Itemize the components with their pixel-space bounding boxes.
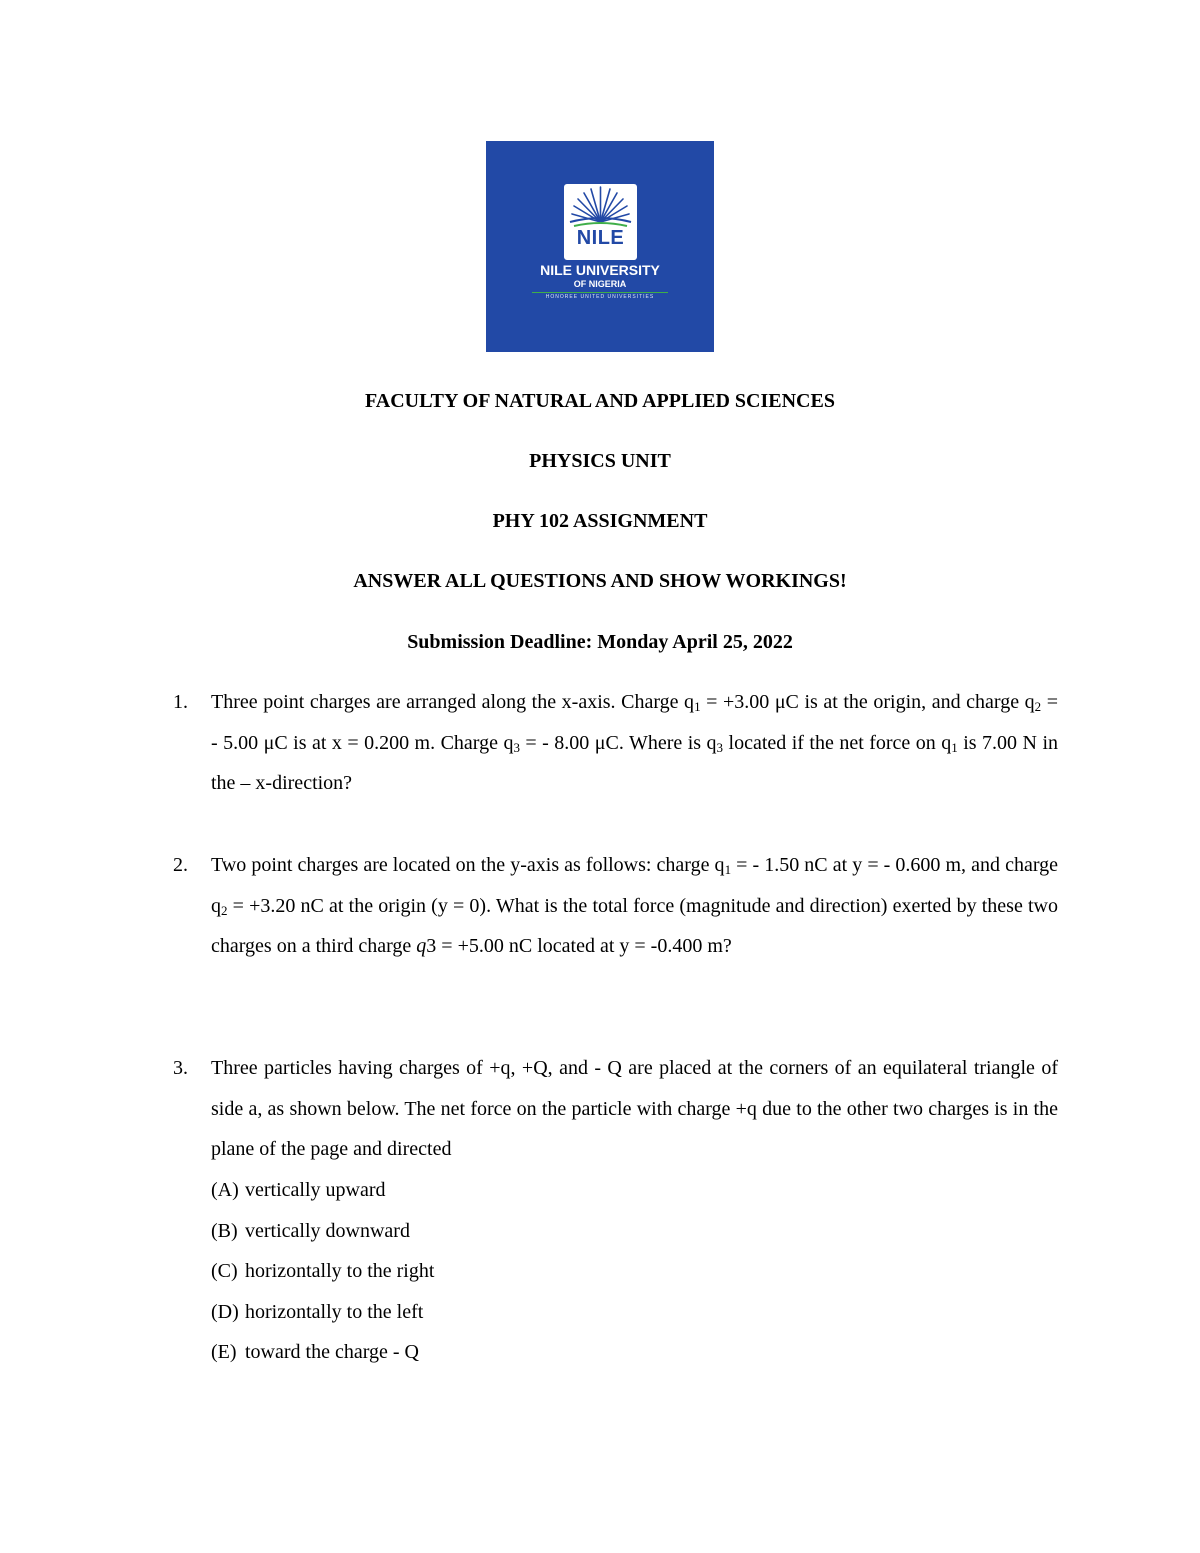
subscript: 2 — [1034, 699, 1042, 714]
option-text: horizontally to the right — [245, 1260, 435, 1282]
nile-university-logo — [486, 141, 714, 352]
sunburst-icon — [564, 184, 637, 228]
course-heading: PHY 102 ASSIGNMENT — [492, 510, 708, 532]
option-e — [211, 1332, 811, 1373]
question-text: = - 5.00 μC is at x = 0.200 m. Charge q — [211, 691, 1058, 754]
option-text: vertically upward — [245, 1179, 386, 1201]
question-2 — [173, 845, 1058, 967]
unit-heading: PHYSICS UNIT — [529, 450, 671, 472]
option-text: horizontally to the left — [245, 1300, 424, 1323]
subscript: 3 — [513, 739, 520, 755]
answer-options — [211, 1170, 811, 1373]
logo-country: OF NIGERIA — [573, 279, 627, 289]
option-d — [211, 1292, 811, 1333]
question-text: = - 1.50 nC at y = - 0.600 m, and charge q — [211, 854, 1058, 917]
subscript: 1 — [724, 862, 732, 877]
question-text: is 7.00 N in the – x-direction? — [211, 731, 1058, 794]
question-text: Two point charges are located on the y-axis as follows: charge q — [211, 854, 725, 876]
option-letter: (A) — [211, 1179, 239, 1201]
logo-divider — [532, 292, 668, 293]
question-3 — [173, 1048, 1058, 1170]
question-text: Three point charges are arranged along the x-axis. Charge q — [211, 691, 695, 713]
question-1 — [173, 682, 1058, 804]
option-text: vertically downward — [245, 1219, 410, 1242]
question-number: 1. — [173, 691, 188, 713]
faculty-heading: FACULTY OF NATURAL AND APPLIED SCIENCES — [365, 390, 835, 412]
option-letter: (C) — [211, 1260, 238, 1282]
option-letter: (B) — [211, 1219, 238, 1242]
subscript: 2 — [221, 902, 228, 918]
option-text: toward the charge - Q — [245, 1341, 420, 1363]
question-text: 3 = +5.00 nC located at y = -0.400 m? — [426, 935, 732, 957]
question-text: located if the net force on q — [723, 731, 952, 754]
question-number: 2. — [173, 854, 188, 876]
deadline-heading: Submission Deadline: Monday April 25, 2022 — [407, 631, 793, 653]
logo-motto: HONOREE UNITED UNIVERSITIES — [545, 294, 655, 300]
instruction-heading: ANSWER ALL QUESTIONS AND SHOW WORKINGS! — [353, 570, 847, 592]
question-text: = - 8.00 μC. Where is q — [519, 731, 717, 754]
italic-variable: q — [416, 935, 427, 957]
subscript: 1 — [694, 699, 701, 714]
option-c — [211, 1251, 811, 1292]
option-b — [211, 1211, 811, 1252]
option-letter: (D) — [211, 1300, 239, 1323]
question-text: = +3.00 μC is at the origin, and charge q — [700, 691, 1035, 713]
option-letter: (E) — [211, 1341, 237, 1363]
logo-emblem — [564, 184, 637, 260]
logo-university-name: NILE UNIVERSITY — [540, 262, 660, 278]
question-text: = +3.20 nC at the origin (y = 0). What is the total force (magnitude and direction) exerted by these two charges on a third charge — [211, 894, 1058, 957]
question-number: 3. — [173, 1057, 188, 1079]
logo-wordmark: NILE — [576, 227, 625, 249]
subscript: 1 — [951, 739, 958, 755]
question-text: Three particles having charges of +q, +Q, and - Q are placed at the corners of an equilateral triangle of side a, as shown below. The net force on the particle with charge +q due to the other two charges is in the plane of the page and directed — [211, 1057, 1058, 1160]
option-a — [211, 1170, 811, 1211]
subscript: 3 — [716, 739, 724, 755]
